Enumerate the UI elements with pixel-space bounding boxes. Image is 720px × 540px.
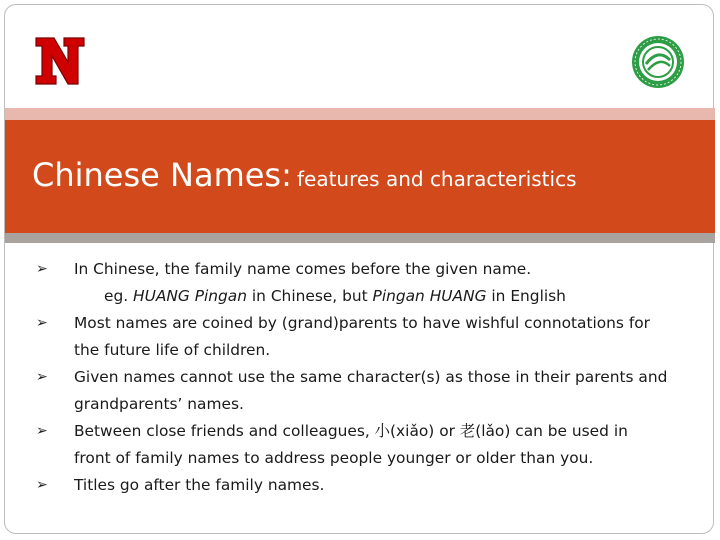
bullet-text: Given names cannot use the same character(s) as those in their parents and (74, 368, 668, 386)
title-sub: features and characteristics (296, 167, 577, 191)
bullet-text: Most names are coined by (grand)parents to have wishful connotations for (74, 314, 651, 332)
bullet-list (36, 256, 696, 499)
title-main: Chinese Names: (32, 156, 292, 194)
bullet-arrow-icon: ➢ (36, 477, 48, 493)
institute-seal-logo (630, 34, 686, 90)
bullet-text: In Chinese, the family name comes before the given name. (74, 260, 532, 278)
bullet-example (74, 283, 696, 310)
bullet-arrow-icon: ➢ (36, 261, 48, 277)
bullet-text-continued: front of family names to address people younger or older than you. (74, 449, 594, 467)
title-band-bottom-stripe (5, 233, 715, 243)
university-n-logo (34, 36, 86, 86)
bullet-text-continued: grandparents’ names. (74, 395, 244, 413)
example-mid: in Chinese, but (247, 287, 373, 305)
bullet-arrow-icon: ➢ (36, 369, 48, 385)
bullet-item (36, 256, 696, 310)
bullet-item (36, 310, 696, 364)
bullet-text: Titles go after the family names. (74, 476, 325, 494)
example-suffix: in English (486, 287, 566, 305)
bullet-item (36, 472, 696, 499)
bullet-item (36, 418, 696, 472)
example-chinese-order: HUANG Pingan (133, 287, 247, 305)
bullet-arrow-icon: ➢ (36, 423, 48, 439)
slide-title (32, 156, 577, 194)
bullet-arrow-icon: ➢ (36, 315, 48, 331)
bullet-text-continued: the future life of children. (74, 341, 271, 359)
title-band-top-stripe (5, 108, 715, 120)
bullet-text: Between close friends and colleagues, 小(xiǎo) or 老(lǎo) can be used in (74, 422, 628, 440)
example-prefix: eg. (104, 287, 134, 305)
example-english-order: Pingan HUANG (372, 287, 487, 305)
bullet-item (36, 364, 696, 418)
